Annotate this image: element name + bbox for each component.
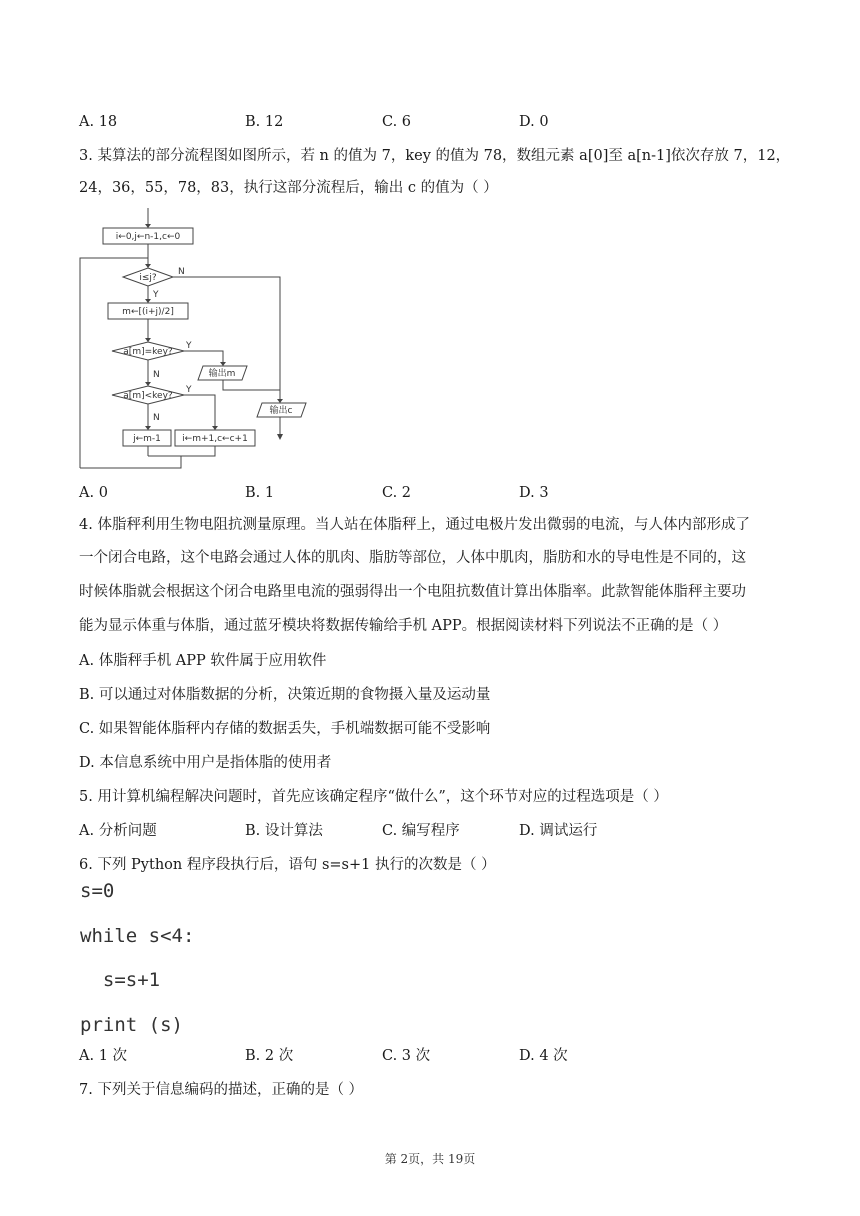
q6-code-line-2: while s<4: [80, 925, 195, 947]
q3-option-b: B. 1 [245, 485, 275, 501]
q3-option-a: A. 0 [79, 485, 108, 501]
q3-flowchart [78, 208, 318, 478]
q2-option-b: B. 12 [245, 114, 284, 130]
q6-code-line-4: print (s) [80, 1014, 183, 1036]
q2-option-d: D. 0 [519, 114, 549, 130]
q6-option-b: B. 2 次 [245, 1048, 294, 1064]
q2-option-c: C. 6 [382, 114, 412, 130]
flow-cond1-label: i≤j? [139, 273, 157, 283]
q7-stem: 7. 下列关于信息编码的描述，正确的是（ ） [79, 1082, 364, 1098]
q4-option-b: B. 可以通过对体脂数据的分析，决策近期的食物摄入量及运动量 [79, 687, 491, 703]
q4-stem-line-1: 4. 体脂秤利用生物电阻抗测量原理。当人站在体脂秤上，通过电极片发出微弱的电流，与人体内部形成了 [79, 517, 750, 533]
q5-option-a: A. 分析问题 [79, 823, 157, 839]
flow-cond3-yes: Y [186, 385, 192, 395]
q6-code-line-3: s=s+1 [80, 969, 161, 991]
q5-option-d: D. 调试运行 [519, 823, 598, 839]
q3-option-d: D. 3 [519, 485, 549, 501]
page-footer: 第 2页，共 19页 [384, 1152, 476, 1166]
q6-stem: 6. 下列 Python 程序段执行后，语句 s=s+1 执行的次数是（ ） [79, 857, 496, 873]
q3-stem-line-1: 3. 某算法的部分流程图如图所示，若 n 的值为 7，key 的值为 78，数组元素 a[0]至 a[n-1]依次存放 7，12， [79, 148, 791, 164]
flow-cond2-no: N [153, 370, 160, 380]
q4-option-a: A. 体脂秤手机 APP 软件属于应用软件 [79, 653, 327, 669]
q3-stem-line-2: 24，36，55，78，83，执行这部分流程后，输出 c 的值为（ ） [79, 180, 498, 196]
q3-option-c: C. 2 [382, 485, 412, 501]
q6-option-c: C. 3 次 [382, 1048, 431, 1064]
q6-code-line-1: s=0 [80, 880, 115, 902]
flow-cond3-no: N [153, 413, 160, 423]
flow-cond1-yes: Y [153, 290, 159, 300]
q5-stem: 5. 用计算机编程解决问题时，首先应该确定程序“做什么”，这个环节对应的过程选项是（ ） [79, 789, 668, 805]
q4-stem-line-4: 能为显示体重与体脂，通过蓝牙模块将数据传输给手机 APP。根据阅读材料下列说法不正确的是（ ） [79, 618, 728, 634]
flow-out-m-label: 输出m [208, 369, 236, 379]
q4-stem-line-2: 一个闭合电路，这个电路会通过人体的肌肉、脂肪等部位，人体中肌肉，脂肪和水的导电性是不同的，这 [79, 550, 746, 566]
q4-option-c: C. 如果智能体脂秤内存储的数据丢失，手机端数据可能不受影响 [79, 721, 491, 737]
flow-out-c-label: 输出c [269, 406, 293, 416]
q2-option-a: A. 18 [79, 114, 118, 130]
flow-cond2-label: a[m]=key? [123, 347, 173, 357]
q5-option-b: B. 设计算法 [245, 823, 323, 839]
q4-stem-line-3: 时候体脂就会根据这个闭合电路里电流的强弱得出一个电阻抗数值计算出体脂率。此款智能体脂秤主要功 [79, 584, 746, 600]
flow-init-label: i←0,j←n-1,c←0 [115, 232, 181, 242]
flow-box-right-label: i←m+1,c←c+1 [182, 434, 248, 444]
flow-mid-label: m←[(i+j)/2] [122, 307, 174, 317]
q4-option-d: D. 本信息系统中用户是指体脂的使用者 [79, 755, 332, 771]
q5-option-c: C. 编写程序 [382, 823, 460, 839]
flow-cond1-no: N [178, 267, 185, 277]
q6-option-d: D. 4 次 [519, 1048, 568, 1064]
flow-cond2-yes: Y [186, 341, 192, 351]
flow-box-left-label: j←m-1 [133, 434, 161, 444]
q6-option-a: A. 1 次 [79, 1048, 128, 1064]
flow-cond3-label: a[m]<key? [123, 391, 173, 401]
